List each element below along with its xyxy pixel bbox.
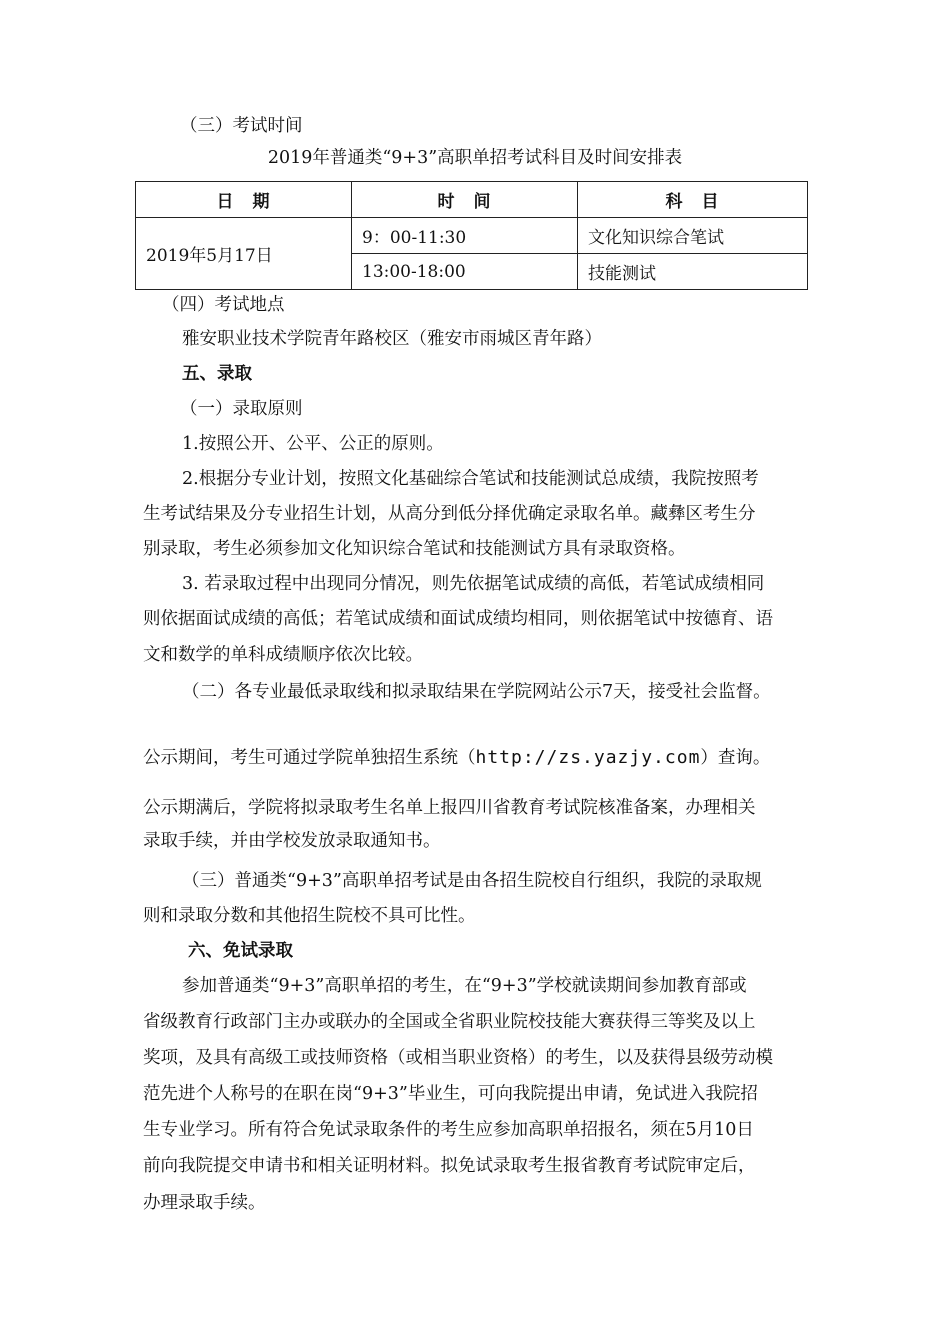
system-url-link[interactable]: http://zs.yazjy.com (475, 747, 701, 768)
paragraph-line: 则和录取分数和其他招生院校不具可比性。 (143, 906, 476, 926)
paragraph-line: 生专业学习。所有符合免试录取条件的考生应参加高职单招报名，须在5月10日 (143, 1120, 754, 1140)
paragraph-line: 范先进个人称号的在职在岗“9+3”毕业生，可向我院提出申请，免试进入我院招 (143, 1084, 758, 1104)
paragraph-line: 参加普通类“9+3”高职单招的考生，在“9+3”学校就读期间参加教育部或 (182, 976, 747, 996)
cell-date: 2019年5月17日 (136, 218, 352, 290)
admission-heading: 五、录取 (182, 364, 252, 384)
exam-time-heading: （三）考试时间 (180, 116, 303, 136)
paragraph-line: 办理录取手续。 (143, 1193, 266, 1213)
exempt-heading: 六、免试录取 (188, 941, 293, 961)
header-time: 时 间 (352, 182, 578, 218)
cell-subject: 文化知识综合笔试 (578, 218, 808, 254)
header-subject: 科 目 (578, 182, 808, 218)
paragraph-line: 生考试结果及分专业招生计划，从高分到低分择优确定录取名单。藏彝区考生分 (143, 504, 756, 524)
paragraph-line-with-url (143, 746, 770, 770)
paragraph-line: 3. 若录取过程中出现同分情况，则先依据笔试成绩的高低，若笔试成绩相同 (182, 574, 765, 594)
paragraph-line: 别录取，考生必须参加文化知识综合笔试和技能测试方具有录取资格。 (143, 539, 686, 559)
exam-location: 雅安职业技术学院青年路校区（雅安市雨城区青年路） (182, 329, 602, 349)
paragraph-line: 1.按照公开、公平、公正的原则。 (182, 434, 444, 454)
table-row (136, 218, 808, 254)
paragraph-line: 则依据面试成绩的高低；若笔试成绩和面试成绩均相同，则依据笔试中按德育、语 (143, 609, 773, 629)
header-date: 日 期 (136, 182, 352, 218)
principle-heading: （一）录取原则 (180, 399, 303, 419)
exam-location-heading: （四）考试地点 (162, 295, 285, 315)
paragraph-line: 省级教育行政部门主办或联办的全国或全省职业院校技能大赛获得三等奖及以上 (143, 1012, 756, 1032)
url-suffix: ）查询。 (700, 748, 771, 768)
paragraph-line: 前向我院提交申请书和相关证明材料。拟免试录取考生报省教育考试院审定后， (143, 1156, 756, 1176)
table-header-row (136, 182, 808, 218)
paragraph-line: 2.根据分专业计划，按照文化基础综合笔试和技能测试总成绩，我院按照考 (182, 469, 759, 489)
paragraph-line: （二）各专业最低录取线和拟录取结果在学院网站公示7天，接受社会监督。 (182, 682, 771, 702)
paragraph-line: 录取手续，并由学校发放录取通知书。 (143, 831, 441, 851)
paragraph-line: 公示期满后，学院将拟录取考生名单上报四川省教育考试院核准备案，办理相关 (143, 798, 756, 818)
url-prefix: 公示期间，考生可通过学院单独招生系统（ (143, 748, 476, 768)
paragraph-line: （三）普通类“9+3”高职单招考试是由各招生院校自行组织，我院的录取规 (182, 871, 762, 891)
cell-subject: 技能测试 (578, 254, 808, 290)
cell-time: 9：00-11:30 (352, 218, 578, 254)
paragraph-line: 奖项，及具有高级工或技师资格（或相当职业资格）的考生，以及获得县级劳动模 (143, 1048, 773, 1068)
table-caption: 2019年普通类“9+3”高职单招考试科目及时间安排表 (267, 148, 683, 168)
cell-time: 13:00-18:00 (352, 254, 578, 290)
paragraph-line: 文和数学的单科成绩顺序依次比较。 (143, 645, 423, 665)
exam-schedule-table (135, 181, 808, 290)
